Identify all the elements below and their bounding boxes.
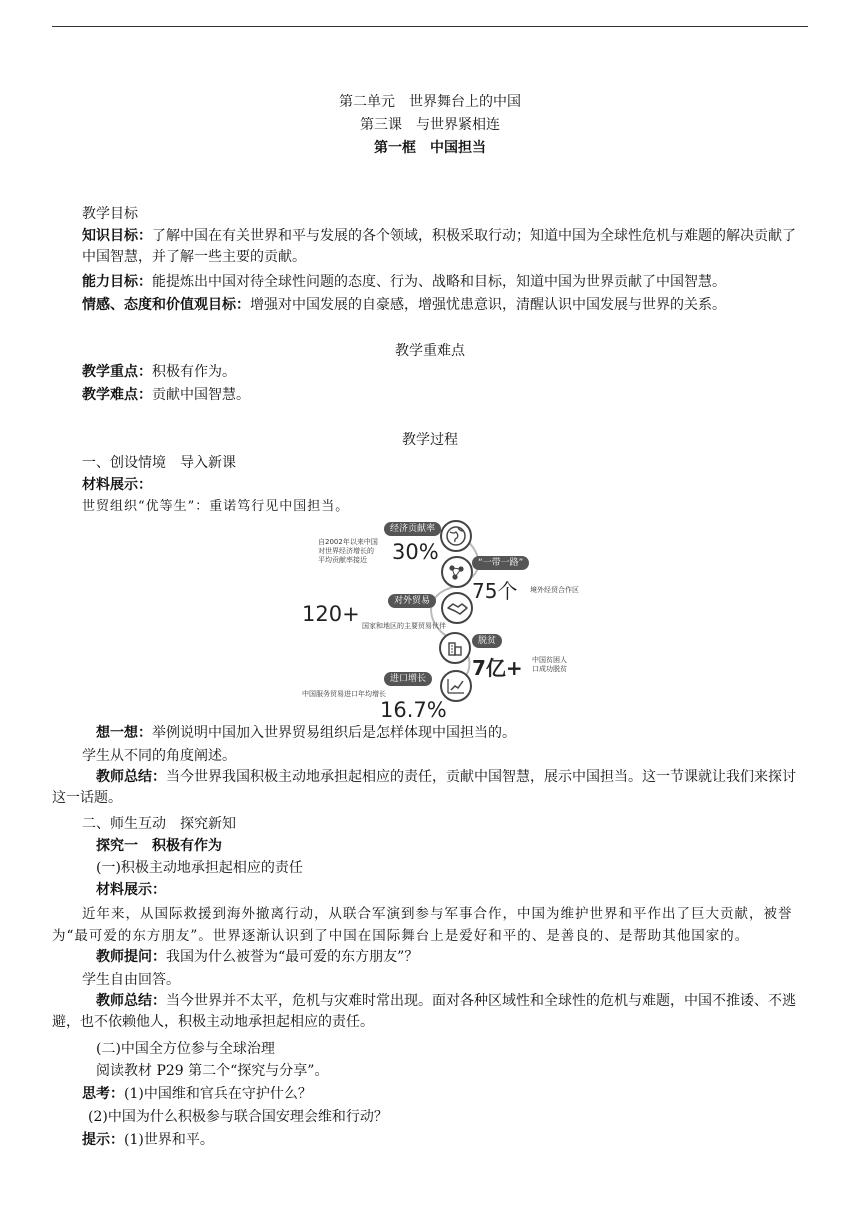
emotion-label: 情感、态度和价值观目标：: [82, 297, 250, 313]
trade-desc: 国家和地区的主要贸易伙伴: [362, 622, 446, 630]
difficulty-text: 贡献中国智慧。: [152, 387, 250, 403]
emotion-goal: [82, 296, 726, 314]
explore-1-heading: 探究一 积极有作为: [96, 838, 222, 854]
material-label: 材料展示：: [82, 477, 152, 493]
economy-desc-1: 自2002年以来中国: [318, 538, 378, 546]
hint-label: 提示：: [82, 1132, 124, 1148]
wto-title: 世贸组织“优等生”：重诺笃行见中国担当。: [82, 499, 350, 514]
student-answer-2: 学生自由回答。: [82, 972, 180, 988]
trade-value: 120+: [302, 602, 360, 626]
network-icon: [441, 556, 473, 588]
economy-tag: 经济贡献率: [384, 522, 441, 536]
ability-label: 能力目标：: [82, 274, 152, 290]
teacher-question: [96, 948, 418, 966]
hint-line: [82, 1131, 214, 1149]
keypoints-heading: 教学重难点: [395, 343, 465, 359]
knowledge-text: 了解中国在有关世界和平与发展的各个领域，积极采取行动；知道中国为全球性危机与难题的解决贡献了中国智慧，并了解一些主要的贡献。: [82, 228, 796, 265]
teacher-summary-label: 教师总结：: [96, 769, 166, 785]
frame-title: 第一框 中国担当: [374, 140, 486, 156]
knowledge-goal: [82, 226, 808, 268]
import-tag: 进口增长: [384, 672, 432, 686]
poverty-tag: 脱贫: [472, 634, 502, 648]
think-label: 想一想：: [96, 725, 152, 741]
peace-material: 近年来，从国际救援到海外撤离行动，从联合军演到参与军事合作，中国为维护世界和平作出了巨大贡献，被誉为“最可爱的东方朋友”。世界逐渐认识到了中国在国际舞台上是爱好和平的、是善良的、是帮助其他国家的。: [52, 906, 793, 944]
think-text: 举例说明中国加入世界贸易组织后是怎样体现中国担当的。: [152, 725, 516, 741]
handshake-icon: [441, 592, 473, 624]
unit-title: 第二单元 世界舞台上的中国: [339, 94, 521, 110]
teacher-summary-label-2: 教师总结：: [96, 993, 166, 1009]
emotion-text: 增强对中国发展的自豪感，增强忧患意识，清醒认识中国发展与世界的关系。: [250, 297, 726, 313]
globe-icon: [440, 520, 472, 552]
focus-label: 教学重点：: [82, 364, 152, 380]
poverty-desc-1: 中国贫困人: [532, 656, 567, 664]
focus-text: 积极有作为。: [152, 364, 236, 380]
teacher-summary-text: 当今世界我国积极主动地承担起相应的责任，贡献中国智慧，展示中国担当。这一节课就让我们来探讨这一话题。: [52, 769, 796, 806]
belt-value: 75个: [472, 579, 518, 603]
teacher-question-text: 我国为什么被誉为“最可爱的东方朋友”？: [166, 949, 419, 965]
think2-label: 思考：: [82, 1086, 124, 1102]
difficulty-line: [82, 386, 250, 404]
wto-infographic: [300, 518, 600, 723]
student-answer-1: 学生从不同的角度阐述。: [82, 748, 236, 764]
sub-1-heading: (一)积极主动地承担起相应的责任: [96, 860, 303, 876]
ability-goal: [82, 273, 726, 291]
poverty-value: 7亿+: [472, 656, 523, 680]
think2-line: [82, 1085, 312, 1103]
lesson-title: 第三课 与世界紧相连: [360, 117, 500, 133]
economy-desc-2: 对世界经济增长的: [318, 547, 374, 555]
import-desc: 中国服务贸易进口年均增长: [302, 690, 386, 698]
import-value: 16.7%: [380, 698, 447, 722]
hint-text: (1)世界和平。: [124, 1132, 214, 1148]
belt-tag: “一带一路”: [472, 556, 529, 570]
header-rule: [52, 26, 808, 27]
teacher-summary-1: [52, 767, 808, 809]
difficulty-label: 教学难点：: [82, 387, 152, 403]
read-instruction: 阅读教材 P29 第二个“探究与分享”。: [96, 1063, 329, 1079]
sub-2-heading: (二)中国全方位参与全球治理: [96, 1041, 275, 1057]
building-icon: [439, 632, 471, 664]
process-heading: 教学过程: [402, 432, 458, 448]
section-2-heading: 二、师生互动 探究新知: [82, 816, 236, 832]
poverty-desc-2: 口成功脱贫: [532, 665, 567, 673]
belt-desc: 境外经贸合作区: [530, 586, 579, 594]
ability-text: 能提炼出中国对待全球性问题的态度、行为、战略和目标，知道中国为世界贡献了中国智慧。: [152, 274, 726, 290]
knowledge-label: 知识目标：: [82, 228, 152, 244]
teacher-question-label: 教师提问：: [96, 949, 166, 965]
focus-line: [82, 363, 236, 381]
think2-q1: (1)中国维和官兵在守护什么？: [124, 1086, 312, 1102]
material-label-2: 材料展示：: [96, 882, 166, 898]
teacher-summary-text-2: 当今世界并不太平，危机与灾难时常出现。面对各种区域性和全球性的危机与难题，中国不推诿、不逃避，也不依赖他人，积极主动地承担起相应的责任。: [52, 993, 796, 1030]
think-line: [96, 724, 516, 742]
section-1-heading: 一、创设情境 导入新课: [82, 455, 236, 471]
trade-tag: 对外贸易: [388, 594, 436, 608]
goals-heading: 教学目标: [82, 206, 138, 222]
teacher-summary-2: [52, 991, 808, 1033]
economy-desc-3: 平均贡献率接近: [318, 556, 367, 564]
economy-value: 30%: [392, 540, 439, 564]
think2-q2: (2)中国为什么积极参与联合国安理会维和行动？: [88, 1109, 388, 1125]
